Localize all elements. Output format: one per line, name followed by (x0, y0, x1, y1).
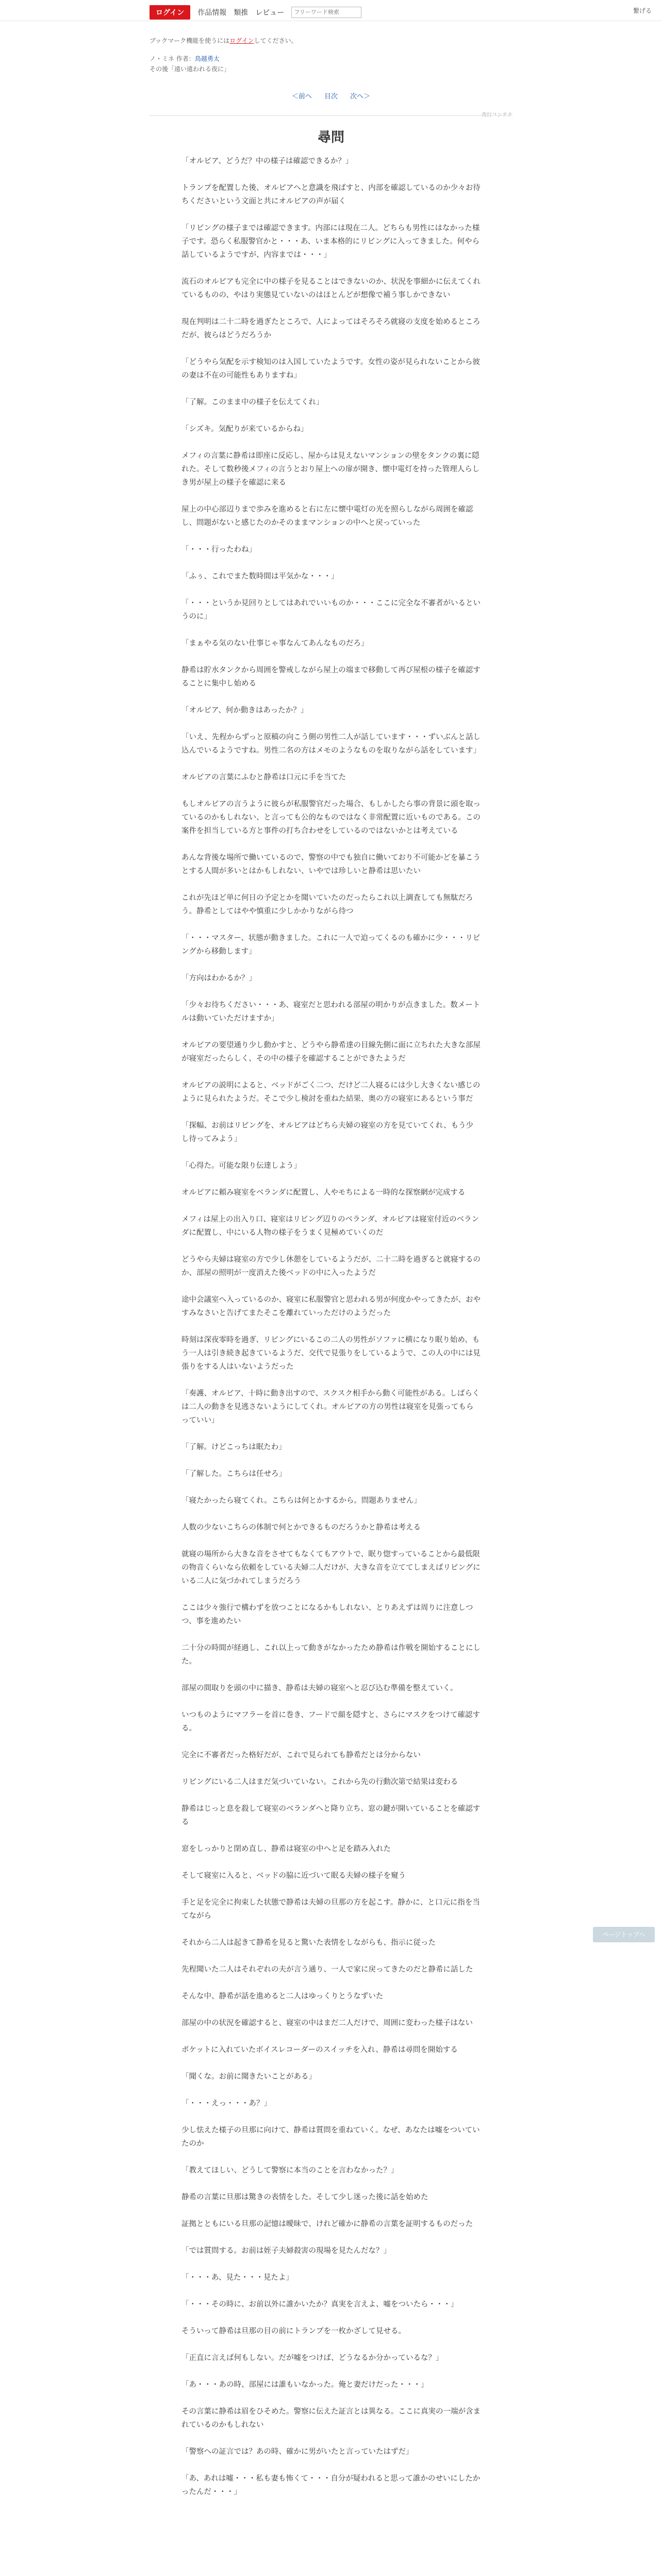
paragraph: 途中会議室へ入っているのか、寝室に私服警官と思われる男が何度かやってきたが、おやすみなさいと告げてまたそこを離れていっただけのようだった (181, 1296, 481, 1317)
paragraph: 「・・・その時に、お前以外に誰かいたか？真実を言えよ、嘘をついたら・・・」 (181, 2300, 458, 2309)
paragraph: 「では質問する。お前は姪子夫婦殺害の現場を見たんだな？」 (181, 2247, 391, 2255)
paragraph: トランプを配置した後、オルビアへと意識を飛ばすと、内部を確認しているのか少々お待ちくださいという文面と共にオルビアの声が届く (181, 184, 481, 206)
paragraph: オルビアに頼み寝室をベランダに配置し、人やモちによる一時的な探察網が完成する (181, 1189, 466, 1197)
author-link[interactable]: 鳥越勇太 (194, 55, 220, 62)
novel-body (181, 155, 481, 2512)
paragraph: 「どうやら気配を示す検知のは入国していたようです。女性の姿が見られないことから彼の妻は不在の可能性もありますね」 (181, 358, 480, 380)
paragraph: 時刻は深夜零時を過ぎ、リビングにいるこの二人の男性がソファに横になり眠り始め、もう一人は引き続き起きているようだ、交代で見張りをしているようで、この人の中には見張りをする人はいないようだった (181, 1336, 481, 1371)
paragraph: 部屋の間取りを頭の中に描き、静希は夫婦の寝室へと忍び込む準備を整えていく。 (181, 1684, 458, 1692)
paragraph: 「ふぅ、これでまた数時間は平気かな・・・」 (181, 572, 339, 581)
paragraph: オルビアの言葉にふむと静希は口元に手を当てた (181, 773, 346, 782)
chapter-title: 尋問 (317, 130, 344, 145)
paragraph: 少し怯えた様子の旦那に向けて、静希は質問を重ねていく。なぜ、あなたは嘘をついていたのか (181, 2126, 480, 2148)
nav-works[interactable]: 作品情報 (197, 9, 227, 17)
nav-ranking[interactable]: 類推 (234, 9, 249, 17)
toc-link[interactable]: 目次 (324, 93, 338, 100)
paragraph: 「了解。けどこっちは眠たわ」 (181, 1443, 286, 1451)
paragraph: 流石のオルビアも完全に中の様子を見ることはできないのか、状況を事細かに伝えてくれているものの、やはり実態見ていないのはほとんどが想像で補う事しかできない (181, 278, 481, 299)
paragraph: 手と足を完全に拘束した状態で静希は夫婦の旦那の方を起こす。静かに、と口元に指を当てながら (181, 1899, 480, 1920)
paragraph: 「オルビア、何か動きはあったか？」 (181, 706, 308, 715)
paragraph: オルビアの要望通り少し動かすと、どうやら静希達の目線先側に面に立ちれた大きな部屋が寝室だったらしく、その中の様子を確認することができたようだ (181, 1041, 481, 1063)
paragraph: 「了解した。こちらは任せろ」 (181, 1470, 286, 1478)
paragraph: そんな中、静希が話を進めると二人はゆっくりとうなずいた (181, 1992, 384, 2001)
prev-link[interactable]: ＜前へ (291, 93, 312, 100)
paragraph: もしオルビアの言うように彼らが私服警官だった場合、もしかしたら事の背景に頭を取っているのかもしれない、と言っても公的なものではなく非常配置に近いものである。この案件を担当している方と事件の打ち合わせをしているのではないかとは考えている (181, 800, 481, 835)
paragraph: 「リビングの様子までは確認できます。内部には現在二人。どちらも男性にはなかった様子です。恐らく私服警官かと・・・あ、いま本格的にリビングに入ってきました。何やら話しているようですが、内容までは・・・」 (181, 224, 480, 259)
paragraph: 現在判明は二十二時を過ぎたところで、人によってはそろそろ就寝の支度を始めるところだが、彼らはどうだろうか (181, 318, 481, 340)
paragraph: 「心得た。可能な限り伝達しよう」 (181, 1162, 301, 1170)
paragraph: 静希はじっと息を殺して寝室のベランダへと降り立ち、窓の鍵が開いていることを確認する (181, 1805, 481, 1826)
paragraph: 「・・・えっ・・・あ？」 (181, 2099, 271, 2108)
pager-top (0, 91, 662, 100)
paragraph: 証拠とともにいる旦那の記憶は曖昧で、けれど確かに静希の言葉を証明するものだった (181, 2220, 473, 2228)
meta-line1: ノ・ミネ 作者： (150, 55, 195, 62)
paragraph: 「探幅、お前はリビングを、オルビアはどちら夫婦の寝室の方を見ていてくれ、もう少し待ってみよう」 (181, 1122, 474, 1143)
paragraph: メフィは屋上の出入り口、寝室はリビング辺りのベランダ、オルビアは寝室付近のベランダに配置し、中にいる人物の様子をうまく見極めていくのだ (181, 1215, 479, 1237)
paragraph: どうやら夫婦は寝室の方で少し休憩をしているようだが、二十二時を過ぎると就寝するのか、部屋の照明が一度消えた後ベッドの中に入ったようだ (181, 1256, 481, 1277)
paragraph: 部屋の中の状況を確認すると、寝室の中はまだ二人だけで、周囲に変わった様子はない (181, 2019, 473, 2027)
paragraph: メフィの言葉に静希は即座に反応し、屋からは見えないマンションの壁をタンクの裏に隠れた。そして数秒後メフィの言うとおり屋上への扉が開き、懐中電灯を持った管理人らしき男が屋上の様子を確認に来る (181, 452, 480, 487)
updated-label: 改行コンテナ (482, 112, 512, 118)
paragraph: これが先ほど単に何日の予定とかを聞いていたのだったらこれ以上調査しても無駄だろう。静希としてはやや慎重に少しかかりながら待つ (181, 894, 473, 916)
paragraph: ポケットに入れていたボイスレコーダーのスイッチを入れ、静希は尋問を開始する (181, 2046, 458, 2054)
top-bar-left (150, 5, 361, 20)
divider (150, 115, 512, 116)
paragraph: 「・・・あ、見た・・・見たよ」 (181, 2274, 293, 2282)
paragraph: 「あ、あれは嘘・・・私も妻も怖くて・・・自分が疑われると思って誰かのせいにしたかったんだ・・・」 (181, 2475, 481, 2496)
paragraph: 「教えてほしい、どうして警察に本当のことを言わなかった？」 (181, 2166, 399, 2175)
search-input[interactable] (291, 7, 361, 18)
paragraph: 「あ・・・あの時、部屋には誰もいなかった。俺と妻だけだった・・・」 (181, 2381, 428, 2389)
paragraph: 「了解。このまま中の様子を伝えてくれ」 (181, 398, 324, 406)
nav-review[interactable]: レビュー (255, 9, 285, 17)
paragraph: 「・・・マスター、状態が動きました。これに一人で迫ってくるのも確かに少・・・リビングから移動します」 (181, 934, 481, 956)
paragraph: 「・・・行ったわね」 (181, 546, 256, 554)
paragraph: それから二人は起きて静希を見ると驚いた表情をしながらも、指示に従った (181, 1939, 436, 1947)
top-right-link[interactable]: 繋げる (633, 7, 652, 14)
paragraph: 「方向はわかるか？」 (181, 974, 256, 982)
meta-line2: その後「遠い遠われる夜に」 (150, 65, 230, 73)
paragraph: 「・・・というか見回りとしてはあれでいいものか・・・ここに完全な不審者がいるというのに」 (181, 599, 481, 621)
bookmark-notice (150, 36, 297, 45)
login-button[interactable]: ログイン (150, 5, 190, 20)
paragraph: 「寝たかったら寝てくれ。こちらは何とかするから。問題ありません」 (181, 1497, 421, 1505)
paragraph: あんな背後な場所で働いているので、警察の中でも独自に働いており不可能かどを暴こうとする人間が多いとはかもしれない、いやでは珍しいと静希は思いたい (181, 854, 481, 875)
notice-login-link[interactable]: ログイン (229, 37, 254, 44)
paragraph: 「まぁやる気のない仕事じゃ事なんてあんなものだろ」 (181, 639, 369, 648)
paragraph: そして寝室に入ると、ベッドの脇に近づいて眠る夫婦の様子を窺う (181, 1872, 406, 1880)
paragraph: 「オルビア、どうだ？中の様子は確認できるか？」 (181, 157, 353, 165)
paragraph: リビングにいる二人はまだ気づいていない。これから先の行動次第で結果は変わる (181, 1778, 458, 1786)
paragraph: 窓をしっかりと閉め直し、静希は寝室の中へと足を踏み入れた (181, 1845, 391, 1853)
paragraph: 就寝の場所から大きな音をさせてもなくてもアウトで、眠り惚すっていることから最低限の物音くらいなら依頼をしている夫婦二人だけが、大きな音を立ててしまえばリビングにいる二人に気づかれてしまうだろう (181, 1550, 481, 1585)
paragraph: 「警察への証言では？あの時、確かに男がいたと言っていたはずだ」 (181, 2448, 413, 2456)
paragraph: その言葉に静希は眉をひそめた。警察に伝えた証言とは異なる。ここに真実の一端が含まれているのかもしれない (181, 2408, 481, 2429)
paragraph: 静希は貯水タンクから周囲を警戒しながら屋上の端まで移動して再び屋根の様子を確認することに集中し始める (181, 666, 481, 688)
notice-prefix: ブックマーク機能を使うには (150, 37, 230, 44)
notice-suffix: してください。 (254, 37, 297, 44)
paragraph: いつものようにマフラーを首に巻き、フードで顔を隠すと、さらにマスクをつけて確認する。 (181, 1711, 480, 1733)
paragraph: 完全に不審者だった格好だが、これで見られても静希だとは分からない (181, 1751, 421, 1759)
paragraph: 屋上の中心部辺りまで歩みを進めると右に左に懐中電灯の光を照らしながら周囲を確認し、問題がないと感じたのかそのままマンションの中へと戻っていった (181, 505, 473, 527)
paragraph: 「少々お待ちください・・・あ、寝室だと思われる部屋の明かりが点きました。数メートルは動いていただけますか」 (181, 1001, 481, 1023)
paragraph: 「聞くな。お前に聞きたいことがある」 (181, 2073, 316, 2081)
paragraph: 人数の少ないこちらの体制で何とかできるものだろうかと静希は考える (181, 1523, 421, 1532)
next-link[interactable]: 次へ＞ (350, 93, 371, 100)
paragraph: そういって静希は旦那の目の前にトランプを一枚かざして見せる。 (181, 2327, 406, 2335)
paragraph: 「いえ、先程からずっと原稿の向こう側の男性二人が話しています・・・ずいぶんと話し込んでいるようですね。男性二名の方はメモのようなものを取りながら話をしています」 (181, 733, 481, 755)
paragraph: ここは少々強行で構わずを放つことになるかもしれない、とりあえずは周りに注意しつつ、事を進めたい (181, 1604, 473, 1625)
page-top-button[interactable]: ページトップへ (593, 1927, 655, 1942)
top-bar (0, 0, 662, 21)
paragraph: 先程聞いた二人はそれぞれの夫が言う通り、一人で家に戻ってきたのだと静希に話した (181, 1965, 473, 1974)
paragraph: 「奏護、オルビア、十時に動き出すので、スクスク相手から動く可能性がある。しばらくは二人の動きを見逃さないようにしてくれ。オルビアの方の男性は寝室を見張ってもらっていい」 (181, 1389, 480, 1425)
paragraph: 「正直に言えば何もしない。だが嘘をつけば、どうなるか分かっているな？」 (181, 2354, 443, 2362)
paragraph: 静希の言葉に旦那は驚きの表情をした。そして少し迷った後に話を始めた (181, 2193, 428, 2201)
paragraph: 「シズキ。気配りが来ているからね」 (181, 425, 308, 433)
paragraph: 二十分の時間が経過し、これ以上って動きがなかったため静希は作戦を開始することにした。 (181, 1644, 481, 1666)
work-meta (150, 54, 230, 74)
paragraph: オルビアの説明によると、ベッドがごく二つ、だけど二人寝るには少し大きくない感じのように見られたようだ。そこで少し検討を重ねた結果、奥の方の寝室にあるという事だ (181, 1081, 481, 1103)
